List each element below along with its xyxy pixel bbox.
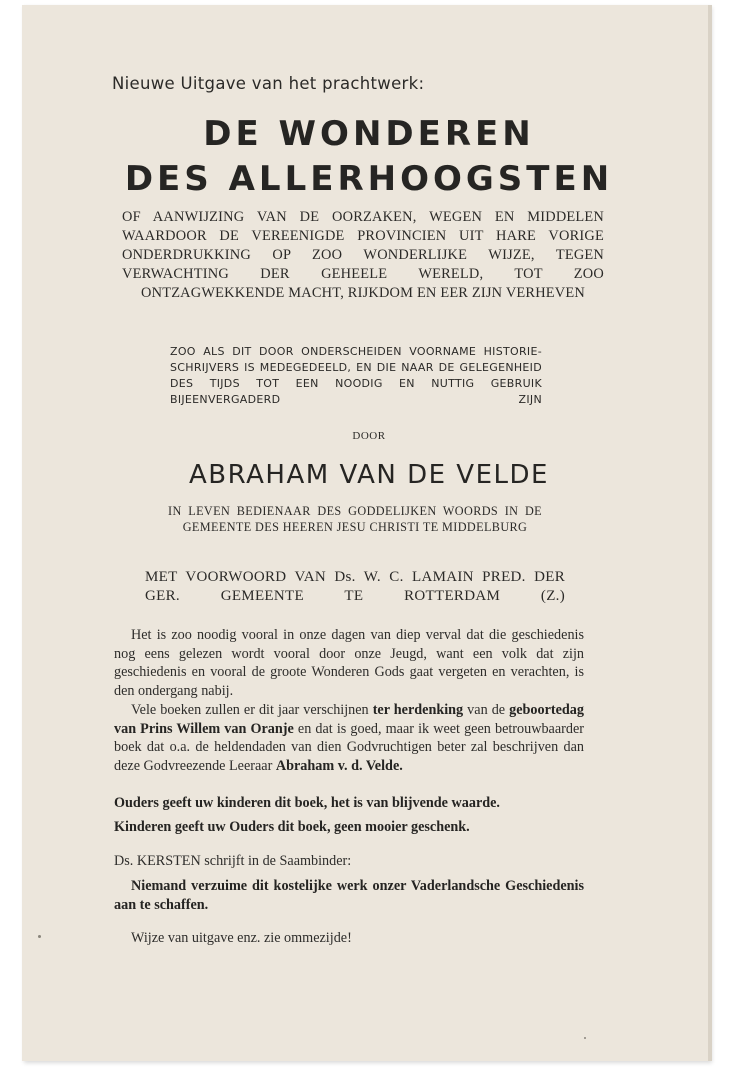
author-name: ABRAHAM VAN DE VELDE	[189, 460, 549, 490]
para2-text-a: Vele boeken zullen er dit jaar verschijnen	[131, 702, 373, 718]
title-line-1: DE WONDEREN	[203, 114, 535, 154]
appeal-children: Kinderen geeft uw Ouders dit boek, geen mooier geschenk.	[114, 819, 470, 835]
intro-line: Nieuwe Uitgave van het prachtwerk:	[112, 74, 425, 93]
by-label: DOOR	[352, 430, 386, 442]
para2-emphasis-herdenking: ter herdenking	[372, 702, 464, 718]
para2-emphasis-author: Abraham v. d. Velde.	[275, 757, 403, 774]
body-paragraph-2	[114, 701, 584, 775]
preface-credit: MET VOORWOORD VAN Ds. W. C. LAMAIN PRED. DER GER. GEMEENTE TE ROTTERDAM (Z.)	[145, 569, 565, 604]
subtitle: OF AANWIJZING VAN DE OORZAKEN, WEGEN EN MIDDELEN WAARDOOR DE VEREENIGDE PROVINCIEN UIT HARE VORIGE ONDERDRUKKING OP ZOO WONDERLIJKE WIJZE, TEGEN VERWACHTING DER GEHEELE WERELD, TOT ZOO ONTZAGWEKKENDE MACHT, RIJKDOM EN EER ZIJN VERHEVEN	[122, 209, 604, 301]
kersten-quote: Niemand verzuime dit kostelijke werk onzer Vaderlandsche Geschiedenis aan te schaffen.	[114, 878, 584, 913]
subtitle-secondary: ZOO ALS DIT DOOR ONDERSCHEIDEN VOORNAME HISTORIE-SCHRIJVERS IS MEDEGEDEELD, EN DIE NAAR DE GELEGENHEID DES TIJDS TOT EEN NOODIG EN NUTTIG GEBRUIK BIJEENVERGADERD ZIJN	[170, 345, 542, 406]
para2-text-e: en dat is goed, maar ik weet geen betrouwbaarder boek dat o.a. de heldendaden van dien Godvruchtigen beter zal beschrijven dan deze Godvreezende Leeraar	[114, 720, 584, 774]
body-paragraph-1: Het is zoo noodig vooral in onze dagen van diep verval dat die geschiedenis nog eens gelezen wordt vooral door onze Jeugd, want een volk dat zijn geschiedenis en vooral de groote Wonderen Gods gaat vergeten en verachten, is den ondergang nabij.	[114, 627, 584, 699]
footer-note: Wijze van uitgave enz. zie ommezijde!	[131, 930, 352, 946]
author-occupation: IN LEVEN BEDIENAAR DES GODDELIJKEN WOORDS IN DE GEMEENTE DES HEEREN JESU CHRISTI TE MIDDELBURG	[168, 504, 542, 534]
para2-emphasis-prins: geboortedag van Prins Willem van Oranje	[114, 702, 584, 737]
paper-speck	[38, 935, 41, 938]
kersten-attribution: Ds. KERSTEN schrijft in de Saambinder:	[114, 853, 352, 869]
title-line-2: DES ALLERHOOGSTEN	[124, 159, 614, 199]
paper-speck	[584, 1037, 586, 1039]
appeal-parents: Ouders geeft uw kinderen dit boek, het is van blijvende waarde.	[114, 795, 500, 811]
para2-text-c: van de	[463, 702, 510, 718]
